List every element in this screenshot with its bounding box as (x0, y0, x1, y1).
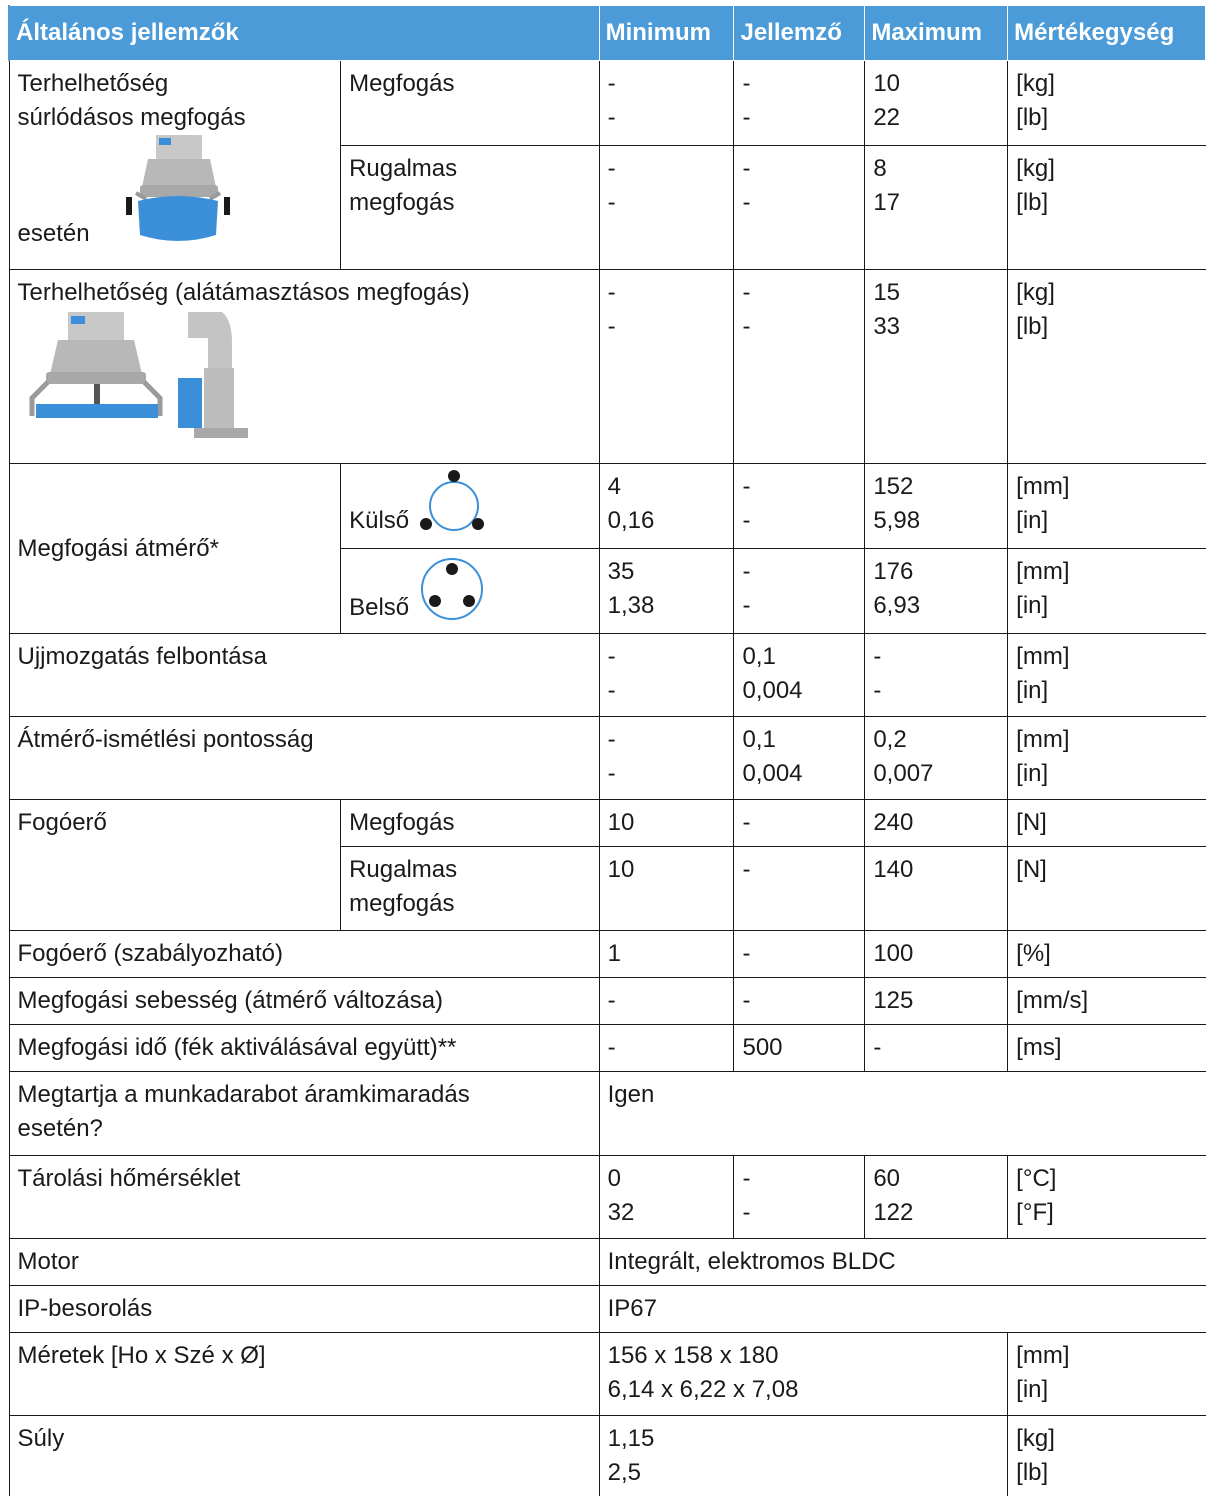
value: - (742, 279, 751, 306)
table-row (9, 717, 1206, 800)
label: esetén? (17, 1115, 103, 1142)
value: - (607, 155, 616, 182)
grip-diameter-external-cell (341, 464, 600, 549)
value: 0 (607, 1165, 621, 1192)
weight-unit (1008, 1416, 1206, 1497)
ip-value: IP67 (599, 1286, 1205, 1333)
value: - (742, 104, 751, 131)
value: 15 (873, 279, 901, 306)
repeatability-label: Átmérő-ismétlési pontosság (9, 717, 599, 800)
force-flex-label (341, 847, 600, 931)
grip-time-label: Megfogási idő (fék aktiválásával együtt)** (9, 1025, 599, 1072)
value: - (742, 558, 751, 585)
payload-support-typ (734, 270, 865, 464)
header-max: Maximum (865, 6, 1008, 61)
force-flex-unit: [N] (1008, 847, 1206, 931)
unit: [mm] (1016, 473, 1070, 500)
grip-diameter-internal-label: Belső (349, 594, 410, 621)
payload-friction-flex-typ (734, 146, 865, 270)
table-row (9, 1333, 1206, 1416)
header-min: Minimum (599, 6, 734, 61)
gripper-friction-image (126, 135, 230, 247)
payload-support-label: Terhelhetőség (alátámasztásos megfogás) (17, 279, 470, 306)
finger-resolution-max (865, 634, 1008, 717)
unit: [°F] (1016, 1199, 1054, 1226)
payload-friction-grip-label: Megfogás (341, 61, 600, 146)
storage-temp-typ (734, 1156, 865, 1239)
payload-friction-label-1: Terhelhetőség (17, 70, 169, 97)
dimensions-value (599, 1333, 1008, 1416)
weight-label: Súly (9, 1416, 599, 1497)
grip-time-min: - (599, 1025, 734, 1072)
payload-support-label-cell (9, 270, 599, 464)
grip-diameter-external-max (865, 464, 1008, 549)
value: 0,1 (742, 726, 776, 753)
table-row (9, 464, 1206, 549)
value: - (742, 1165, 751, 1192)
storage-temp-label: Tárolási hőmérséklet (9, 1156, 599, 1239)
unit: [kg] (1016, 155, 1055, 182)
unit: [kg] (1016, 279, 1055, 306)
grip-time-max: - (865, 1025, 1008, 1072)
label: megfogás (349, 189, 455, 216)
header-general: Általános jellemzők (9, 6, 599, 61)
unit: [mm] (1016, 558, 1070, 585)
grip-diameter-external-min (599, 464, 734, 549)
grip-diameter-internal-max (865, 549, 1008, 634)
grip-diameter-internal-min (599, 549, 734, 634)
unit: [in] (1016, 1376, 1049, 1403)
header-unit: Mértékegység (1008, 6, 1206, 61)
force-grip-typ: - (734, 800, 865, 847)
dimensions-unit (1008, 1333, 1206, 1416)
table-row (9, 931, 1206, 978)
grip-diameter-internal-unit (1008, 549, 1206, 634)
force-adj-label: Fogóerő (szabályozható) (9, 931, 599, 978)
value: 0,004 (742, 760, 803, 787)
payload-friction-label-cell (9, 61, 341, 270)
table-row (9, 800, 1206, 847)
value: - (742, 1199, 751, 1226)
value: 1,15 (607, 1425, 655, 1452)
speed-max: 125 (865, 978, 1008, 1025)
table-row (9, 1286, 1206, 1333)
table-row (9, 634, 1206, 717)
value: 2,5 (607, 1459, 641, 1486)
value: 176 (873, 558, 914, 585)
value: 5,98 (873, 507, 921, 534)
weight-value (599, 1416, 1008, 1497)
force-adj-unit: [%] (1008, 931, 1206, 978)
grip-time-typ: 500 (734, 1025, 865, 1072)
finger-resolution-min (599, 634, 734, 717)
value: 6,14 x 6,22 x 7,08 (607, 1376, 799, 1403)
table-row (9, 1416, 1206, 1497)
value: 4 (607, 473, 621, 500)
table-row (9, 978, 1206, 1025)
value: - (607, 104, 616, 131)
value: - (607, 677, 616, 704)
unit: [in] (1016, 507, 1049, 534)
value: 0,16 (607, 507, 655, 534)
payload-friction-flex-min (599, 146, 734, 270)
finger-resolution-unit (1008, 634, 1206, 717)
force-adj-max: 100 (865, 931, 1008, 978)
payload-support-max (865, 270, 1008, 464)
force-grip-unit: [N] (1008, 800, 1206, 847)
table-row (9, 61, 1206, 146)
unit: [lb] (1016, 313, 1049, 340)
table-row (9, 1072, 1206, 1156)
unit: [in] (1016, 592, 1049, 619)
label: Rugalmas (349, 856, 458, 883)
grip-diameter-label: Megfogási átmérő* (9, 464, 341, 634)
value: - (607, 279, 616, 306)
value: - (742, 313, 751, 340)
value: 0,007 (873, 760, 934, 787)
value: 0,1 (742, 643, 776, 670)
value: - (742, 592, 751, 619)
payload-friction-grip-min (599, 61, 734, 146)
table-row (9, 270, 1206, 464)
force-grip-min: 10 (599, 800, 734, 847)
grip-time-unit: [ms] (1008, 1025, 1206, 1072)
unit: [kg] (1016, 70, 1055, 97)
value: - (742, 473, 751, 500)
payload-support-min (599, 270, 734, 464)
finger-resolution-typ (734, 634, 865, 717)
value: 22 (873, 104, 901, 131)
label: Rugalmas (349, 155, 458, 182)
storage-temp-max (865, 1156, 1008, 1239)
unit: [lb] (1016, 1459, 1049, 1486)
header-typ: Jellemző (734, 6, 865, 61)
value: 35 (607, 558, 635, 585)
internal-grip-diagram-icon (416, 553, 488, 625)
unit: [kg] (1016, 1425, 1055, 1452)
force-label: Fogóerő (9, 800, 341, 931)
force-flex-typ: - (734, 847, 865, 931)
payload-friction-flex-unit (1008, 146, 1206, 270)
force-grip-label: Megfogás (341, 800, 600, 847)
payload-friction-grip-unit (1008, 61, 1206, 146)
value: 32 (607, 1199, 635, 1226)
grip-diameter-external-unit (1008, 464, 1206, 549)
value: 156 x 158 x 180 (607, 1342, 779, 1369)
power-loss-label (9, 1072, 599, 1156)
payload-friction-flex-max (865, 146, 1008, 270)
storage-temp-unit (1008, 1156, 1206, 1239)
speed-unit: [mm/s] (1008, 978, 1206, 1025)
value: - (607, 760, 616, 787)
value: - (607, 189, 616, 216)
value: 0,004 (742, 677, 803, 704)
external-grip-diagram-icon (416, 466, 488, 538)
unit: [mm] (1016, 726, 1070, 753)
gripper-support-image (18, 312, 248, 442)
speed-label: Megfogási sebesség (átmérő változása) (9, 978, 599, 1025)
grip-diameter-internal-cell (341, 549, 600, 634)
force-grip-max: 240 (865, 800, 1008, 847)
table-row (9, 1239, 1206, 1286)
unit: [in] (1016, 760, 1049, 787)
value: - (873, 643, 882, 670)
ip-label: IP-besorolás (9, 1286, 599, 1333)
value: 152 (873, 473, 914, 500)
value: 17 (873, 189, 901, 216)
value: 0,2 (873, 726, 907, 753)
force-adj-typ: - (734, 931, 865, 978)
header-row (9, 6, 1206, 61)
repeatability-max (865, 717, 1008, 800)
value: - (742, 189, 751, 216)
finger-resolution-label: Ujjmozgatás felbontása (9, 634, 599, 717)
value: - (607, 726, 616, 753)
payload-support-unit (1008, 270, 1206, 464)
force-adj-min: 1 (599, 931, 734, 978)
unit: [mm] (1016, 1342, 1070, 1369)
value: 6,93 (873, 592, 921, 619)
table-row (9, 1156, 1206, 1239)
motor-value: Integrált, elektromos BLDC (599, 1239, 1205, 1286)
value: 1,38 (607, 592, 655, 619)
value: - (607, 643, 616, 670)
repeatability-typ (734, 717, 865, 800)
value: - (607, 70, 616, 97)
value: 60 (873, 1165, 901, 1192)
unit: [°C] (1016, 1165, 1057, 1192)
force-flex-max: 140 (865, 847, 1008, 931)
payload-friction-label-3: esetén (17, 220, 90, 247)
unit: [mm] (1016, 643, 1070, 670)
unit: [lb] (1016, 189, 1049, 216)
repeatability-unit (1008, 717, 1206, 800)
value: - (742, 507, 751, 534)
table-row (9, 1025, 1206, 1072)
payload-friction-grip-typ (734, 61, 865, 146)
repeatability-min (599, 717, 734, 800)
payload-friction-grip-max (865, 61, 1008, 146)
value: - (873, 677, 882, 704)
value: 10 (873, 70, 901, 97)
spec-table (8, 5, 1206, 1496)
grip-diameter-external-label: Külső (349, 507, 410, 534)
value: 122 (873, 1199, 914, 1226)
force-flex-min: 10 (599, 847, 734, 931)
speed-min: - (599, 978, 734, 1025)
value: - (742, 155, 751, 182)
payload-friction-label-2: súrlódásos megfogás (17, 104, 246, 131)
grip-diameter-external-typ (734, 464, 865, 549)
label: megfogás (349, 890, 455, 917)
motor-label: Motor (9, 1239, 599, 1286)
dimensions-label: Méretek [Ho x Szé x Ø] (9, 1333, 599, 1416)
grip-diameter-internal-typ (734, 549, 865, 634)
value: - (607, 313, 616, 340)
payload-friction-flex-label (341, 146, 600, 270)
unit: [in] (1016, 677, 1049, 704)
storage-temp-min (599, 1156, 734, 1239)
value: - (742, 70, 751, 97)
value: 33 (873, 313, 901, 340)
power-loss-value: Igen (599, 1072, 1205, 1156)
value: 8 (873, 155, 887, 182)
unit: [lb] (1016, 104, 1049, 131)
speed-typ: - (734, 978, 865, 1025)
label: Megtartja a munkadarabot áramkimaradás (17, 1081, 470, 1108)
